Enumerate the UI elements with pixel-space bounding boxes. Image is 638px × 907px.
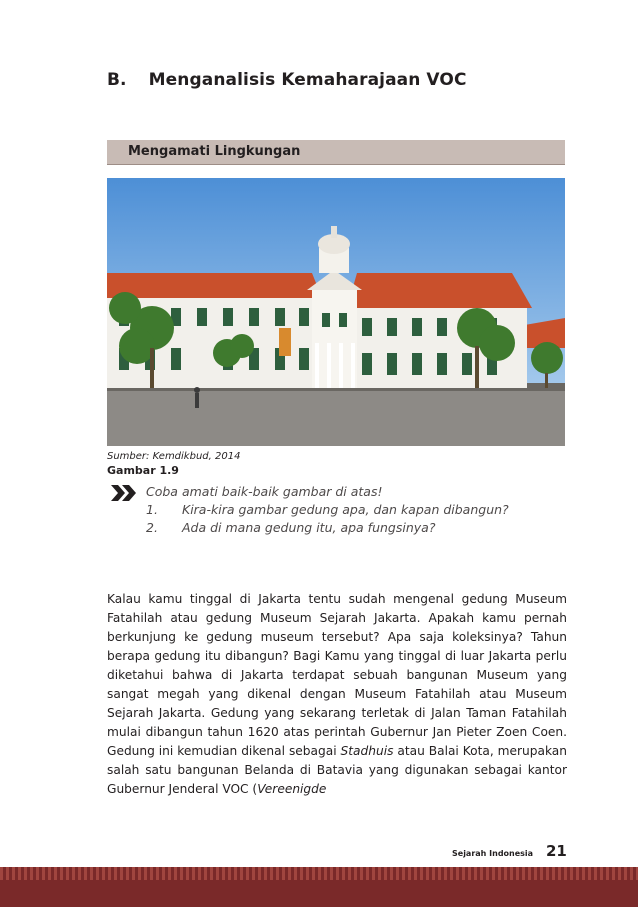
- body-part-1: Kalau kamu tinggal di Jakarta tentu sudah mengenal gedung Museum Fatahilah atau gedung Museum Sejarah Jakarta. Apakah kamu pernah berkunjung ke gedung museum tersebut? Apa saja koleksinya? Tahun berapa gedung itu dibangun? Bagi Kamu yang tinggal di luar Jakarta perlu diketahui bahwa di Jakarta terdapat sebuah bangunan Museum yang sangat megah yang dikenal dengan Museum Fatahilah atau Museum Sejarah Jakarta. Gedung yang sekarang terletak di Jalan Taman Fatahilah mulai dibangun tahun 1620 atas perintah Gubernur Jan Pieter Zoen Coen. Gedung ini kemudian dikenal sebagai: [107, 592, 567, 758]
- body-part-2: atau Balai Kota, merupakan salah satu bangunan Belanda di Batavia yang digunakan sebagai kantor Gubernur Jenderal VOC (: [107, 744, 567, 796]
- question-text: Kira-kira gambar gedung apa, dan kapan dibangun?: [182, 502, 509, 517]
- question-number: 1.: [146, 502, 158, 517]
- section-title: Menganalisis Kemaharajaan VOC: [148, 70, 467, 90]
- section-letter: B.: [107, 70, 127, 90]
- section-heading: [107, 70, 467, 90]
- questions: [146, 483, 509, 537]
- double-chevron-icon: [111, 485, 137, 501]
- questions-intro: Coba amati baik-baik gambar di atas!: [146, 484, 383, 499]
- question-item: [146, 519, 509, 537]
- footer-book-title: Sejarah Indonesia: [452, 849, 534, 858]
- footer-page-number: 21: [546, 842, 567, 860]
- question-number: 2.: [146, 520, 158, 535]
- observe-bar: [107, 140, 565, 165]
- museum-photo: [107, 178, 565, 446]
- bottom-decorative-band: [0, 867, 638, 907]
- figure-label: Gambar 1.9: [107, 464, 179, 477]
- vereenigde-term: Vereenigde: [257, 782, 327, 796]
- stadhuis-term: Stadhuis: [340, 744, 394, 758]
- figure-source: Sumber: Kemdikbud, 2014: [107, 451, 241, 462]
- question-text: Ada di mana gedung itu, apa fungsinya?: [182, 520, 436, 535]
- body-paragraph: [107, 590, 567, 799]
- observe-bar-label: Mengamati Lingkungan: [128, 144, 301, 159]
- question-item: [146, 501, 509, 519]
- body-text: [107, 590, 567, 799]
